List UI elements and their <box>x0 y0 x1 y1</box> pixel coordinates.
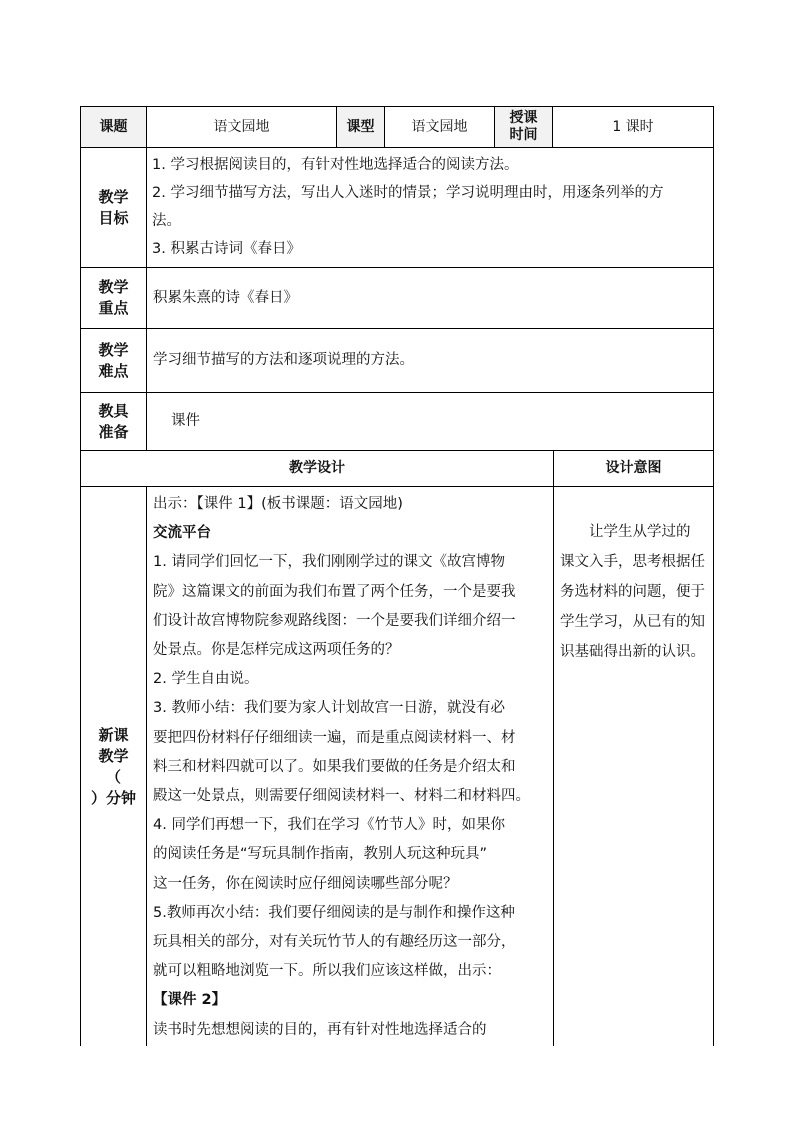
lesson-line: 2. 学生自由说。 <box>153 671 259 688</box>
lesson-line: 要把四份材料仔仔细细读一遍，而是重点阅读材料一、材 <box>153 729 516 746</box>
new-lesson-label-line-1: 新课 <box>98 725 129 744</box>
tools-label-line-2: 准备 <box>98 422 129 441</box>
design-header-left: 教学设计 <box>80 450 554 487</box>
lesson-line: 处景点。你是怎样完成这两项任务的？ <box>153 642 400 659</box>
intent-line: 识基础得出新的认识。 <box>560 644 705 660</box>
lesson-heading: 交流平台 <box>153 525 211 542</box>
type-value: 语文园地 <box>384 106 495 148</box>
time-label-line-1: 授课 <box>509 110 538 126</box>
lesson-line: 殿这一处景点，则需要仔细阅读材料一、材料二和材料四。 <box>153 788 530 805</box>
lesson-line: 这一任务，你在阅读时应仔细阅读哪些部分呢？ <box>153 875 458 892</box>
key-points-content: 积累朱熹的诗《春日》 <box>146 267 714 329</box>
intent-line: 务选材料的问题，便于 <box>560 584 705 600</box>
lesson-line: 【课件 2】 <box>153 992 227 1009</box>
new-lesson-label <box>80 486 147 1046</box>
goals-label-line-1: 教学 <box>98 187 129 206</box>
lesson-line: 们设计故宫博物院参观路线图：一个是要我们详细介绍一 <box>153 612 516 629</box>
lesson-line: 就可以粗略地浏览一下。所以我们应该这样做，出示： <box>153 963 501 980</box>
goals-label <box>80 147 147 268</box>
key-points-label <box>80 267 147 329</box>
intent-line: 学生学习，从已有的知 <box>560 614 705 630</box>
goal-item: 3. 积累古诗词《春日》 <box>152 241 301 257</box>
lesson-line: 读书时先想想阅读的目的，再有针对性地选择适合的 <box>153 1021 487 1038</box>
time-label-line-2: 时间 <box>509 127 538 143</box>
type-label: 课型 <box>336 106 385 148</box>
lesson-line: 3. 教师小结：我们要为家人计划故宫一日游，就没有必 <box>153 700 505 717</box>
new-lesson-label-line-3: （ <box>105 767 121 786</box>
lesson-line: 4. 同学们再想一下，我们在学习《竹节人》时，如果你 <box>153 817 505 834</box>
design-intent-content <box>553 486 714 1046</box>
new-lesson-label-line-4: ）分钟 <box>90 788 136 807</box>
topic-label: 课题 <box>80 106 147 148</box>
goals-content <box>146 147 714 268</box>
lesson-line: 5.教师再次小结：我们要仔细阅读的是与制作和操作这种 <box>153 904 515 921</box>
tools-content: 课件 <box>146 392 714 451</box>
intent-line: 让学生从学过的 <box>589 524 691 540</box>
difficulties-label-line-1: 教学 <box>98 340 129 359</box>
lesson-line: 1. 请同学们回忆一下，我们刚刚学过的课文《故宫博物 <box>153 554 505 571</box>
tools-label <box>80 392 147 451</box>
design-header-right: 设计意图 <box>553 450 714 487</box>
tools-label-line-1: 教具 <box>98 401 129 420</box>
lesson-line: 的阅读任务是“写玩具制作指南，教别人玩这种玩具” <box>153 846 488 863</box>
lesson-line: 院》这篇课文的前面为我们布置了两个任务，一个是要我 <box>153 583 516 600</box>
difficulties-label-line-2: 难点 <box>98 361 129 380</box>
topic-value: 语文园地 <box>146 106 337 148</box>
intent-line: 课文入手，思考根据任 <box>560 554 705 570</box>
goal-item: 2. 学习细节描写方法，写出人入迷时的情景；学习说明理由时，用逐条列举的方 <box>152 185 664 201</box>
difficulties-label <box>80 328 147 393</box>
time-label <box>494 106 553 148</box>
lesson-line: 料三和材料四就可以了。如果我们要做的任务是介绍太和 <box>153 758 516 775</box>
lesson-line: 出示：【课件 1】(板书课题：语文园地) <box>153 496 403 512</box>
new-lesson-label-line-2: 教学 <box>98 746 129 765</box>
difficulties-content: 学习细节描写的方法和逐项说理的方法。 <box>146 328 714 393</box>
goal-item: 法。 <box>152 213 181 229</box>
key-points-label-line-2: 重点 <box>98 299 129 317</box>
time-value: 1 课时 <box>552 106 714 148</box>
goal-item: 1. 学习根据阅读目的，有针对性地选择适合的阅读方法。 <box>152 157 519 173</box>
goals-label-line-2: 目标 <box>98 208 129 227</box>
lesson-line: 玩具相关的部分，对有关玩竹节人的有趣经历这一部分， <box>153 934 516 951</box>
key-points-label-line-1: 教学 <box>98 278 129 296</box>
new-lesson-content <box>146 486 554 1046</box>
